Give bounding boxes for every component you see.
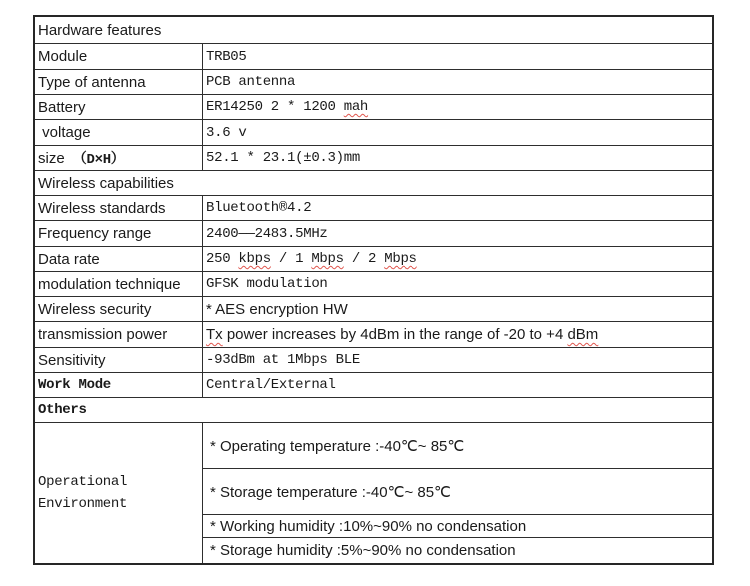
frequency-label: Frequency range: [38, 225, 152, 242]
row-modulation: [35, 272, 712, 297]
section-row-others: [35, 398, 712, 423]
misspelled-word: Mbps: [384, 251, 417, 267]
row-operational-environment: [35, 423, 712, 563]
antenna-label-cell: [35, 70, 203, 94]
work-mode-label: Work Mode: [38, 377, 111, 393]
size-label-cell: [35, 146, 203, 170]
frequency-value-cell: [203, 221, 712, 246]
size-value-cell: [203, 146, 712, 170]
misspelled-word: mah: [343, 99, 369, 115]
section-title-others: [35, 398, 712, 422]
module-label-cell: [35, 44, 203, 69]
data-rate-label: Data rate: [38, 250, 100, 268]
misspelled-word: kbps: [238, 251, 271, 267]
hardware-spec-table: [33, 15, 714, 565]
op-env-label-cell: [35, 423, 203, 563]
security-value: * AES encryption HW: [206, 300, 348, 318]
tx-power-label-cell: [35, 322, 203, 347]
sensitivity-value: -93dBm at 1Mbps BLE: [206, 352, 360, 368]
modulation-label: modulation technique: [38, 275, 181, 293]
frequency-label-cell: [35, 221, 203, 246]
misspelled-word: dBm: [567, 326, 599, 343]
standards-value-cell: [203, 196, 712, 220]
operating-temperature-value: * Operating temperature :-40℃~ 85℃: [210, 437, 465, 455]
working-humidity-value: * Working humidity :10%~90% no condensation: [210, 517, 527, 535]
row-frequency-range: [35, 221, 712, 247]
work-mode-label-cell: [35, 373, 203, 397]
section-row-hardware-features: [35, 17, 712, 44]
security-label: Wireless security: [38, 300, 152, 318]
section-title-wireless-capabilities: [35, 171, 712, 195]
work-mode-value-cell: [203, 373, 712, 397]
row-battery: [35, 95, 712, 120]
security-value-cell: [203, 297, 712, 321]
row-work-mode: [35, 373, 712, 398]
sensitivity-label-cell: [35, 348, 203, 372]
module-value: TRB05: [206, 48, 247, 65]
data-rate-value-cell: [203, 247, 712, 271]
op-env-label: Operational Environment: [38, 474, 128, 512]
op-env-subrow-storage-temp: [203, 469, 712, 515]
data-rate-label-cell: [35, 247, 203, 271]
voltage-label: voltage: [38, 124, 91, 141]
data-rate-value: 250 kbps / 1 Mbps / 2 Mbps: [206, 251, 417, 267]
standards-value: Bluetooth®4.2: [206, 200, 312, 216]
voltage-value-cell: [203, 120, 712, 145]
tx-power-value: Tx power increases by 4dBm in the range of -20 to +4 dBm: [206, 326, 599, 343]
voltage-value: 3.6 v: [206, 124, 247, 141]
security-label-cell: [35, 297, 203, 321]
row-size: [35, 146, 712, 171]
antenna-label: Type of antenna: [38, 73, 146, 91]
standards-label: Wireless standards: [38, 199, 166, 217]
size-value: 52.1 * 23.1(±0.3)mm: [206, 150, 360, 166]
op-env-subrow-operating-temp: [203, 423, 712, 469]
row-module: [35, 44, 712, 70]
module-value-cell: [203, 44, 712, 69]
row-wireless-security: [35, 297, 712, 322]
standards-label-cell: [35, 196, 203, 220]
op-env-values: [203, 423, 712, 563]
battery-label: Battery: [38, 98, 86, 116]
section-title-text: Hardware features: [38, 21, 162, 39]
row-sensitivity: [35, 348, 712, 373]
tx-power-value-cell: [203, 322, 712, 347]
work-mode-value: Central/External: [206, 377, 336, 393]
row-transmission-power: [35, 322, 712, 348]
frequency-value: 2400——2483.5MHz: [206, 225, 328, 242]
section-title-text: Others: [38, 402, 87, 418]
misspelled-word: Tx: [206, 326, 223, 343]
row-voltage: [35, 120, 712, 146]
battery-value: ER14250 2 * 1200 mah: [206, 99, 369, 115]
row-antenna: [35, 70, 712, 95]
storage-humidity-value: * Storage humidity :5%~90% no condensation: [210, 542, 516, 559]
section-row-wireless-capabilities: [35, 171, 712, 196]
op-env-subrow-storage-humidity: [203, 538, 712, 563]
section-title-hardware-features: [35, 17, 712, 43]
sensitivity-value-cell: [203, 348, 712, 372]
tx-power-label: transmission power: [38, 326, 168, 343]
modulation-value-cell: [203, 272, 712, 296]
section-title-text: Wireless capabilities: [38, 174, 174, 192]
modulation-label-cell: [35, 272, 203, 296]
voltage-label-cell: [35, 120, 203, 145]
modulation-value: GFSK modulation: [206, 276, 328, 292]
storage-temperature-value: * Storage temperature :-40℃~ 85℃: [210, 483, 451, 501]
misspelled-word: Mbps: [311, 251, 344, 267]
row-data-rate: [35, 247, 712, 272]
antenna-value-cell: [203, 70, 712, 94]
module-label: Module: [38, 48, 88, 65]
battery-label-cell: [35, 95, 203, 119]
row-wireless-standards: [35, 196, 712, 221]
antenna-value: PCB antenna: [206, 74, 296, 90]
size-label: size （D×H）: [38, 150, 125, 168]
sensitivity-label: Sensitivity: [38, 351, 106, 369]
op-env-subrow-working-humidity: [203, 515, 712, 538]
battery-value-cell: [203, 95, 712, 119]
